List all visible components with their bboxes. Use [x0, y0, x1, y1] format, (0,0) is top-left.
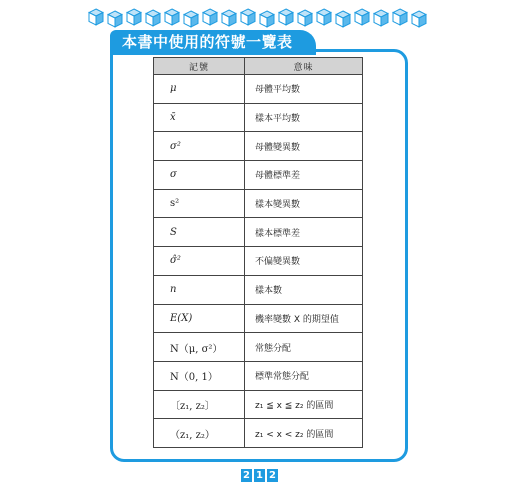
symbol-cell: S: [154, 218, 245, 247]
table-row: [154, 103, 363, 132]
table-row: [154, 275, 363, 304]
table-row: [154, 390, 363, 419]
cube-icon: [164, 8, 180, 26]
symbol-cell: σ̂²: [154, 247, 245, 276]
symbol-cell: σ²: [154, 132, 245, 161]
meaning-cell: 樣本標準差: [245, 218, 363, 247]
cube-decoration: [88, 6, 428, 30]
cube-icon: [88, 8, 104, 26]
meaning-cell: 樣本變異數: [245, 189, 363, 218]
table-row: [154, 361, 363, 390]
cube-icon: [145, 9, 161, 27]
cube-icon: [373, 9, 389, 27]
page-number-digit: 2: [267, 469, 278, 482]
meaning-cell: 常態分配: [245, 333, 363, 362]
symbol-cell: n: [154, 275, 245, 304]
page-number: [241, 469, 278, 483]
cube-icon: [240, 8, 256, 26]
meaning-cell: 母體標準差: [245, 161, 363, 190]
table-row: [154, 304, 363, 333]
cube-icon: [297, 9, 313, 27]
cube-icon: [221, 9, 237, 27]
cube-icon: [354, 8, 370, 26]
cube-icon: [183, 10, 199, 28]
meaning-cell: 母體變異數: [245, 132, 363, 161]
table-row: [154, 132, 363, 161]
table-header-row: [154, 58, 363, 75]
cube-icon: [316, 8, 332, 26]
cube-icon: [126, 8, 142, 26]
meaning-cell: 樣本平均數: [245, 103, 363, 132]
meaning-cell: z₁ ≦ x ≦ z₂ 的區間: [245, 390, 363, 419]
table-row: [154, 419, 363, 448]
symbol-table: [153, 57, 363, 448]
column-header-meaning: 意味: [245, 58, 363, 75]
cube-icon: [335, 10, 351, 28]
page-title: 本書中使用的符號一覽表: [122, 33, 293, 51]
cube-icon: [107, 10, 123, 28]
cube-icon: [278, 8, 294, 26]
symbol-cell: N（0, 1）: [154, 361, 245, 390]
table-row: [154, 218, 363, 247]
symbol-cell: x̄: [154, 103, 245, 132]
meaning-cell: 不偏變異數: [245, 247, 363, 276]
meaning-cell: 樣本數: [245, 275, 363, 304]
cube-icon: [259, 10, 275, 28]
page-number-digit: 2: [241, 469, 252, 482]
table-row: [154, 75, 363, 104]
cube-icon: [392, 8, 408, 26]
meaning-cell: 標準常態分配: [245, 361, 363, 390]
cube-icon: [202, 8, 218, 26]
section-header-tab: [110, 30, 316, 55]
symbol-cell: 〔z₁, z₂〕: [154, 390, 245, 419]
symbol-cell: s²: [154, 189, 245, 218]
meaning-cell: 機率變數 X 的期望值: [245, 304, 363, 333]
meaning-cell: 母體平均數: [245, 75, 363, 104]
symbol-cell: （z₁, z₂）: [154, 419, 245, 448]
table-row: [154, 161, 363, 190]
table-row: [154, 333, 363, 362]
column-header-symbol: 記號: [154, 58, 245, 75]
page-number-digit: 1: [254, 469, 265, 482]
cube-icon: [411, 10, 427, 28]
symbol-cell: μ: [154, 75, 245, 104]
symbol-cell: E(X): [154, 304, 245, 333]
table-row: [154, 247, 363, 276]
meaning-cell: z₁ < x < z₂ 的區間: [245, 419, 363, 448]
symbol-cell: N（μ, σ²）: [154, 333, 245, 362]
symbol-cell: σ: [154, 161, 245, 190]
table-row: [154, 189, 363, 218]
